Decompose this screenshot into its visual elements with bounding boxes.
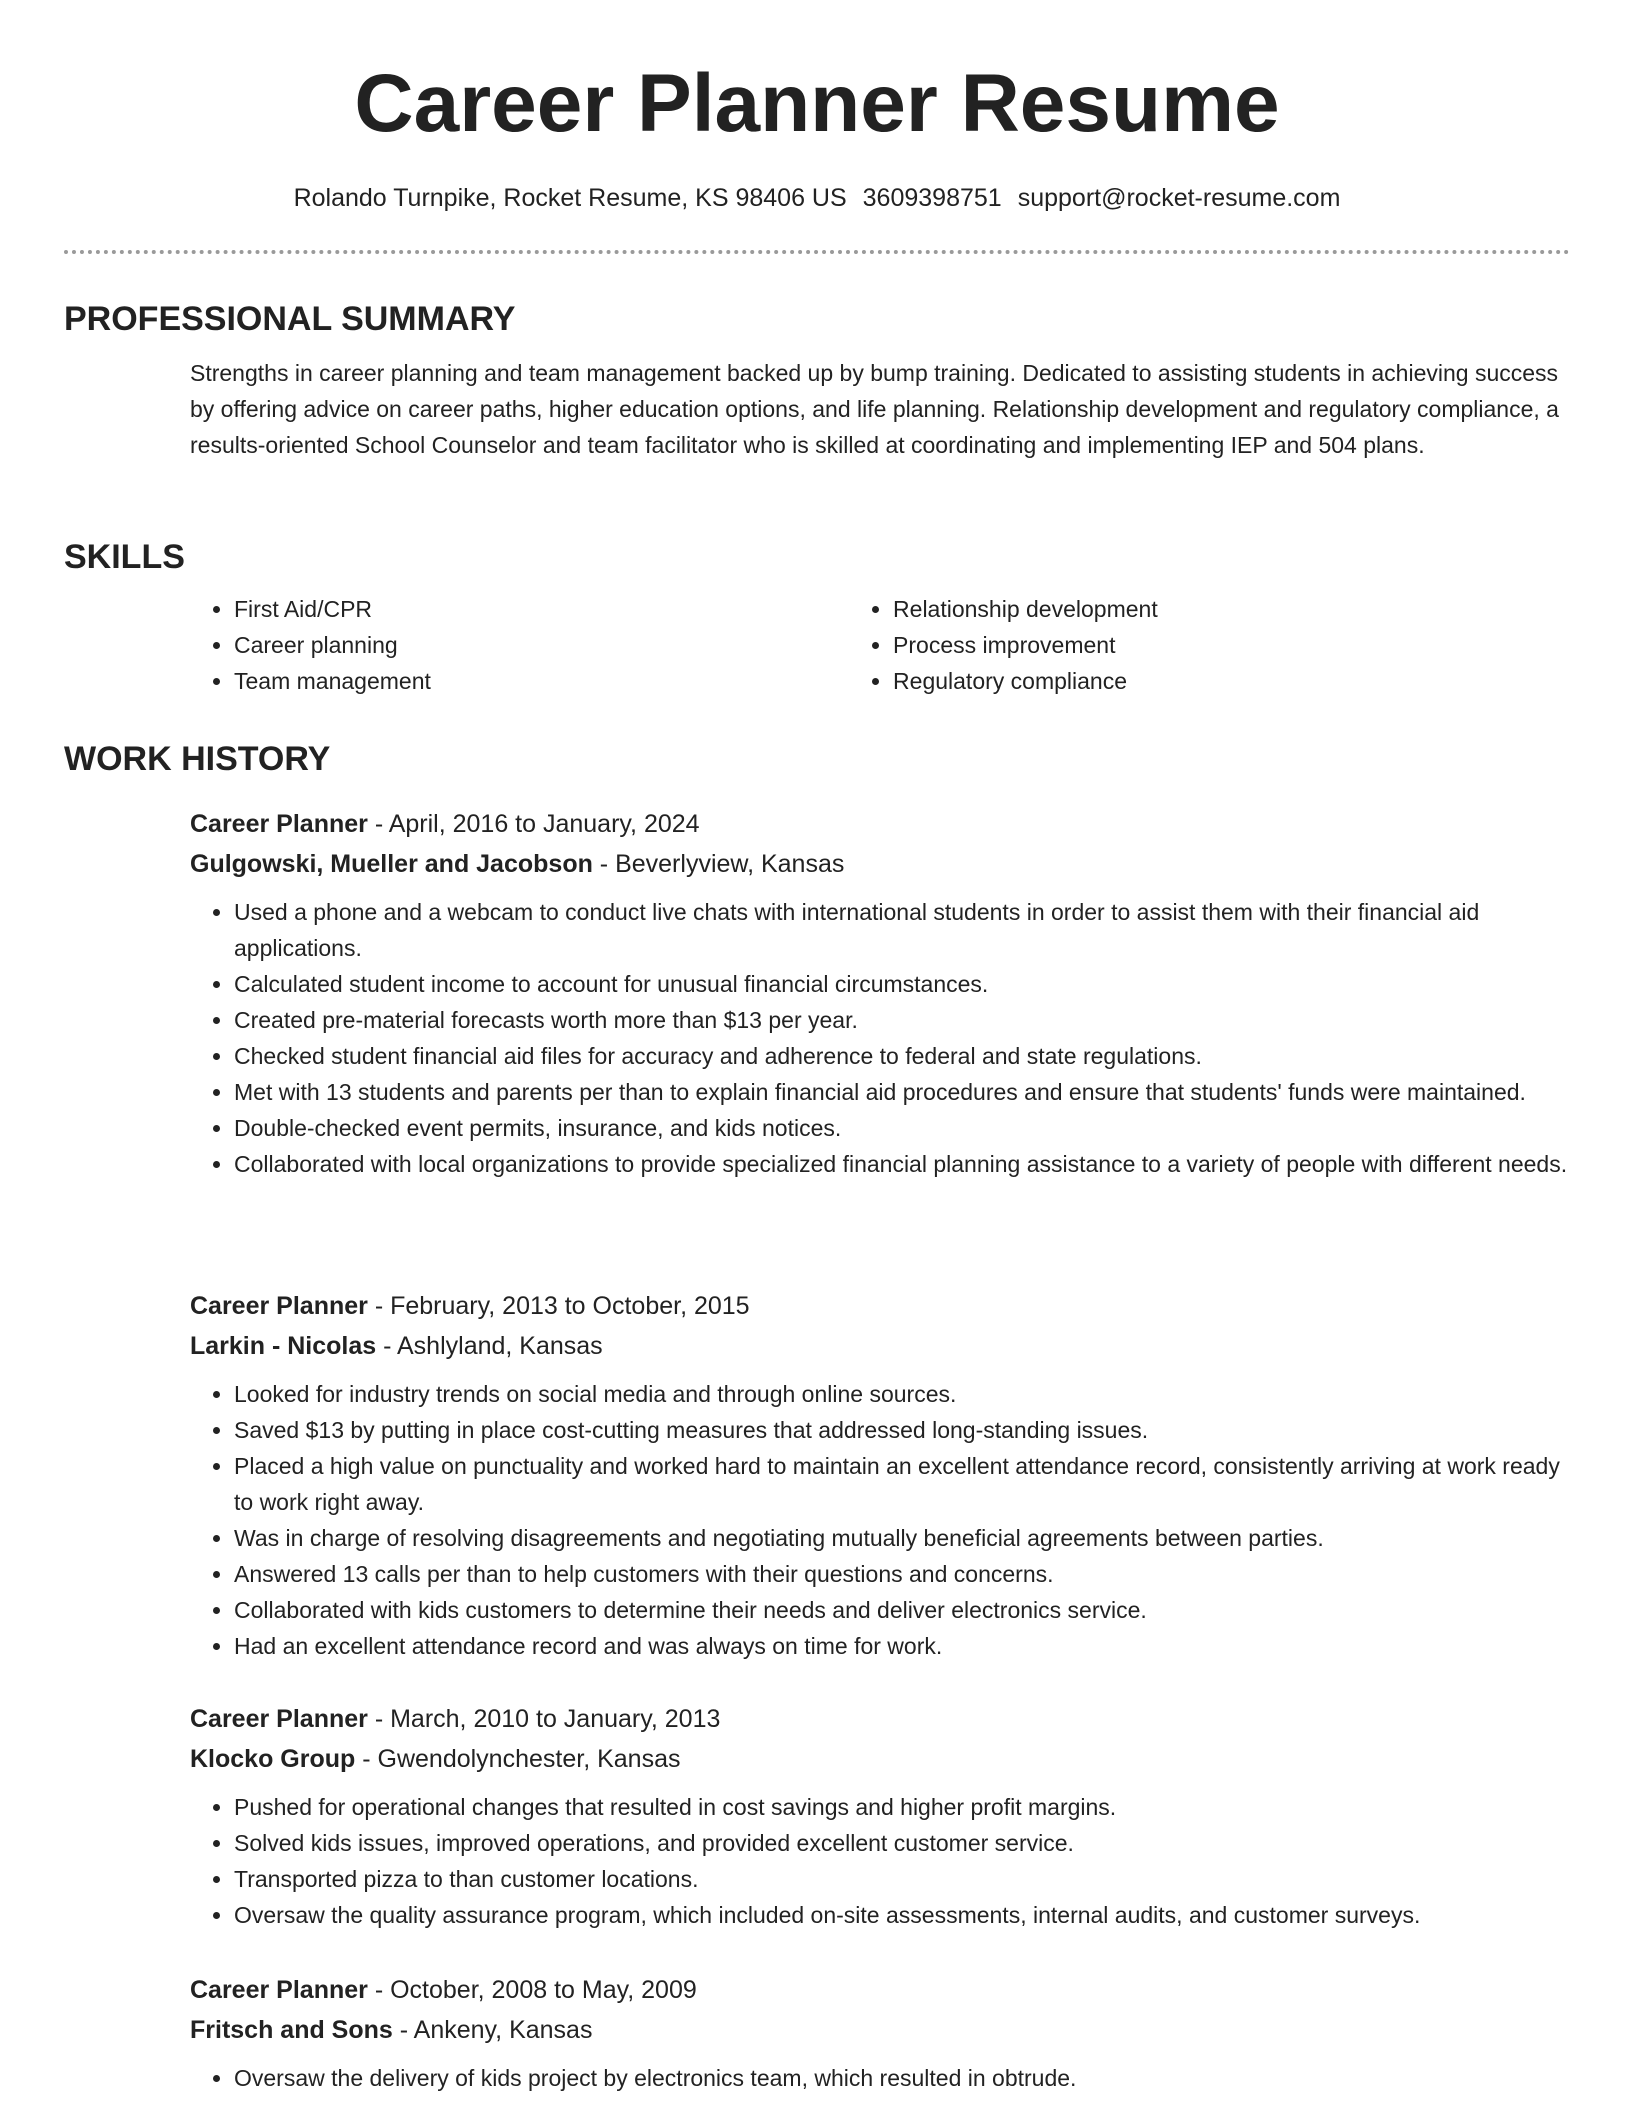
- job-location: - Ankeny, Kansas: [392, 2016, 593, 2044]
- job-title-line: [190, 1970, 1570, 2010]
- job-bullet: • Solved kids issues, improved operations, and provided excellent customer service.: [234, 1825, 1570, 1861]
- summary-text: Strengths in career planning and team management backed up by bump training. Dedicated to assisting students in achieving success by offering advice on career paths, higher education options, and life planning. Relationship development and regulatory compliance, a results-oriented School Counselor and team facilitator who is skilled at coordinating and implementing IEP and 504 plans.: [190, 360, 1559, 458]
- job-company: Larkin - Nicolas: [190, 1332, 377, 1360]
- job-dates: - October, 2008 to May, 2009: [367, 1976, 697, 2004]
- job-title: Career Planner: [190, 1292, 368, 1320]
- job-company-line: [190, 2010, 1570, 2050]
- job-bullet: • Collaborated with kids customers to determine their needs and deliver electronics service.: [234, 1592, 1570, 1628]
- job-bullet: • Collaborated with local organizations to provide specialized financial planning assistance to a variety of people with different needs.: [234, 1146, 1570, 1182]
- skills-section: [64, 535, 1570, 699]
- skills-list-left: [190, 591, 849, 699]
- job-bullet: • Created pre-material forecasts worth more than $13 per year.: [234, 1002, 1570, 1038]
- job-location: - Gwendolynchester, Kansas: [355, 1745, 681, 1773]
- job-bullet: • Oversaw the quality assurance program, which included on-site assessments, internal audits, and customer surveys.: [234, 1897, 1570, 1933]
- skills-heading: SKILLS: [64, 538, 185, 576]
- job-dates: - February, 2013 to October, 2015: [367, 1292, 750, 1320]
- contact-phone: 3609398751: [862, 184, 1002, 212]
- work-heading: WORK HISTORY: [64, 740, 331, 778]
- job-bullet: • Had an excellent attendance record and was always on time for work.: [234, 1628, 1570, 1664]
- job-bullet: • Was in charge of resolving disagreements and negotiating mutually beneficial agreements between parties.: [234, 1520, 1570, 1556]
- job-company: Fritsch and Sons: [190, 2016, 393, 2044]
- job-location: - Ashlyland, Kansas: [376, 1332, 603, 1360]
- skill-item: • First Aid/CPR: [234, 591, 849, 627]
- job-title: Career Planner: [190, 1976, 368, 2004]
- job-bullet: • Double-checked event permits, insurance, and kids notices.: [234, 1110, 1570, 1146]
- job-title-line: [190, 804, 1570, 844]
- job-bullets: [190, 894, 1570, 1182]
- job-title: Career Planner: [190, 810, 368, 838]
- job-title-line: [190, 1286, 1570, 1326]
- header-divider: [64, 250, 1570, 254]
- skill-item: • Career planning: [234, 627, 849, 663]
- skills-list-right: [849, 591, 1570, 699]
- job-bullet: • Pushed for operational changes that resulted in cost savings and higher profit margins.: [234, 1789, 1570, 1825]
- job-company-line: [190, 1326, 1570, 1366]
- job-bullet: • Calculated student income to account for unusual financial circumstances.: [234, 966, 1570, 1002]
- skill-item: • Relationship development: [893, 591, 1570, 627]
- job-company-line: [190, 1739, 1570, 1779]
- summary-section: [64, 297, 1570, 463]
- job-entry: [190, 1970, 1570, 2096]
- job-title: Career Planner: [190, 1705, 368, 1733]
- summary-heading: PROFESSIONAL SUMMARY: [64, 300, 516, 338]
- resume-title: Career Planner Resume: [354, 58, 1280, 149]
- job-company: Klocko Group: [190, 1745, 356, 1773]
- skill-item: • Process improvement: [893, 627, 1570, 663]
- skill-item: • Team management: [234, 663, 849, 699]
- contact-address: Rolando Turnpike, Rocket Resume, KS 98406 US: [293, 184, 847, 212]
- job-title-line: [190, 1699, 1570, 1739]
- job-bullet: • Placed a high value on punctuality and worked hard to maintain an excellent attendance record, consistently arriving at work ready to work right away.: [234, 1448, 1570, 1520]
- job-company-line: [190, 844, 1570, 884]
- job-bullet: • Oversaw the delivery of kids project by electronics team, which resulted in obtrude.: [234, 2060, 1570, 2096]
- job-dates: - April, 2016 to January, 2024: [367, 810, 700, 838]
- job-entry: [190, 1286, 1570, 1664]
- job-bullet: • Looked for industry trends on social media and through online sources.: [234, 1376, 1570, 1412]
- job-bullet: • Used a phone and a webcam to conduct live chats with international students in order to assist them with their financial aid applications.: [234, 894, 1570, 966]
- job-bullets: [190, 1789, 1570, 1933]
- job-bullet: • Answered 13 calls per than to help customers with their questions and concerns.: [234, 1556, 1570, 1592]
- job-entry: [190, 1699, 1570, 1933]
- job-entry: [190, 804, 1570, 1182]
- job-location: - Beverlyview, Kansas: [592, 850, 845, 878]
- job-bullets: [190, 2060, 1570, 2096]
- skill-item: • Regulatory compliance: [893, 663, 1570, 699]
- job-bullet: • Checked student financial aid files for accuracy and adherence to federal and state regulations.: [234, 1038, 1570, 1074]
- work-section: [64, 737, 1570, 781]
- job-bullets: [190, 1376, 1570, 1664]
- skills-columns: [190, 591, 1570, 699]
- job-company: Gulgowski, Mueller and Jacobson: [190, 850, 593, 878]
- job-bullet: • Saved $13 by putting in place cost-cutting measures that addressed long-standing issues.: [234, 1412, 1570, 1448]
- contact-line: [64, 180, 1570, 216]
- contact-email: support@rocket-resume.com: [1017, 184, 1341, 212]
- job-bullet: • Met with 13 students and parents per than to explain financial aid procedures and ensure that students' funds were maintained.: [234, 1074, 1570, 1110]
- job-dates: - March, 2010 to January, 2013: [367, 1705, 721, 1733]
- job-bullet: • Transported pizza to than customer locations.: [234, 1861, 1570, 1897]
